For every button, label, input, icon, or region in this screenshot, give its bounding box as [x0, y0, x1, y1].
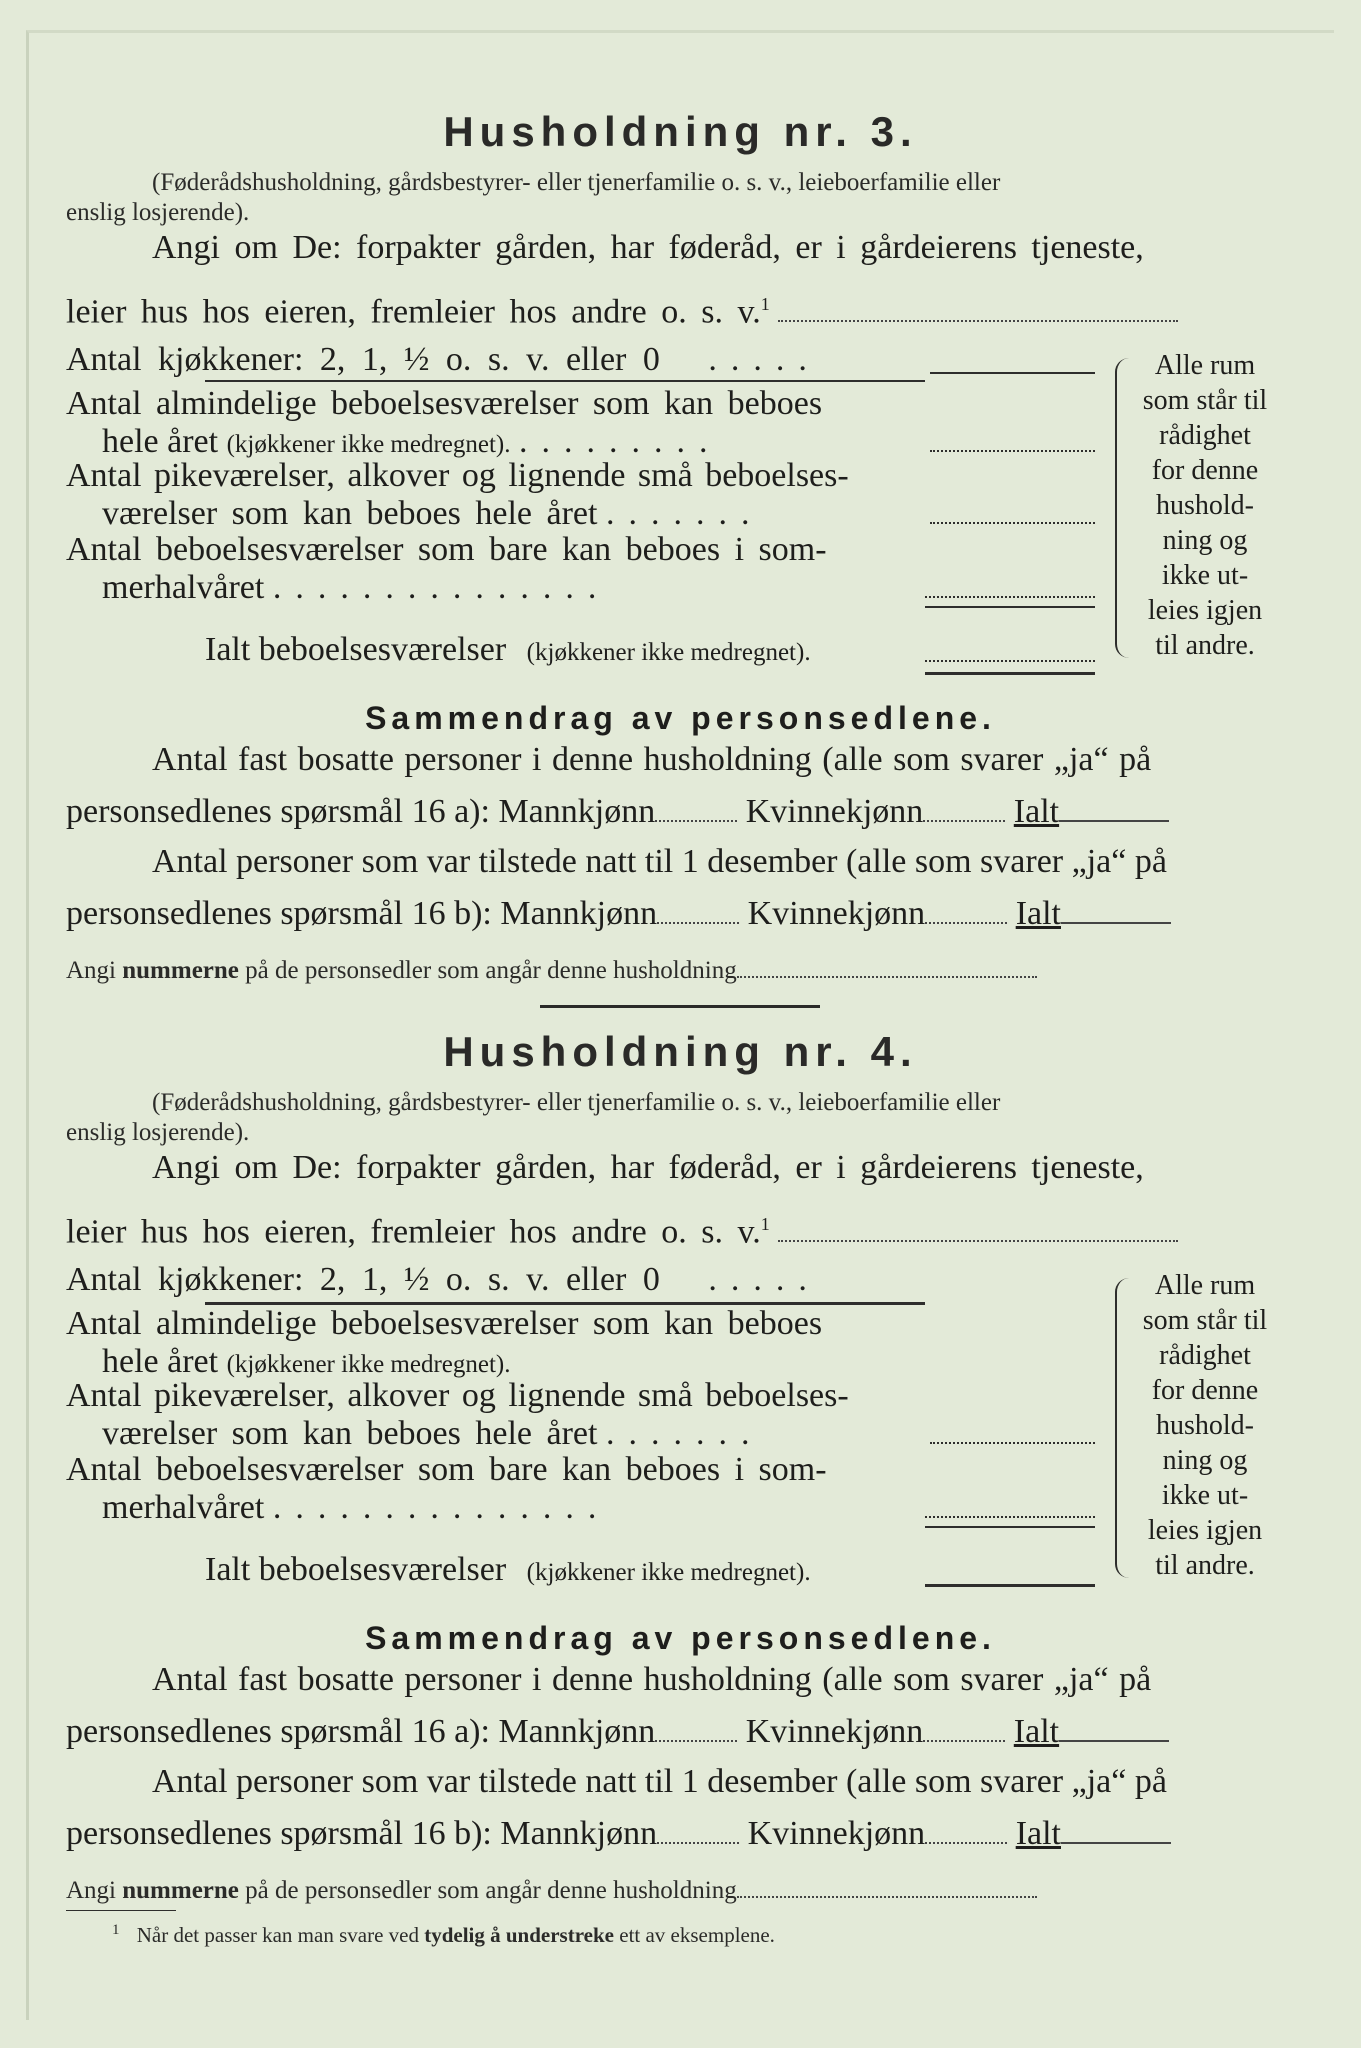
present-total-label: Ialt: [1015, 1815, 1061, 1852]
summer-rooms-answer-line[interactable]: [925, 1516, 1095, 1518]
resident-total-field[interactable]: [1059, 1740, 1169, 1742]
maid-rooms-answer-line[interactable]: [930, 1442, 1095, 1444]
footnote-rule: [66, 1910, 176, 1911]
answer-line[interactable]: [778, 1240, 1178, 1242]
ordinary-rooms-line1: Antal almindelige beboelsesværelser som kan beboes: [66, 1305, 823, 1342]
maid-rooms-line1: Antal pikeværelser, alkover og lignende små beboelses-: [66, 457, 849, 494]
summer-rooms-line2: [102, 1488, 610, 1528]
maid-rooms-label: værelser som kan beboes hele året: [102, 1415, 598, 1452]
ordinary-rooms-answer-line[interactable]: [930, 450, 1095, 452]
present-female-label: Kvinnekjønn: [747, 1815, 926, 1852]
total-rooms-line: [205, 1550, 811, 1593]
footnote-prefix: Når det passer kan man svare ved: [136, 1923, 419, 1947]
maid-rooms-line2: [102, 494, 763, 534]
resident-male-label: personsedlenes spørsmål 16 a): Mannkjønn: [66, 1713, 656, 1750]
household-intro-line2: enslig losjerende).: [66, 1119, 250, 1146]
side-note: [1135, 1268, 1275, 1583]
summer-rooms-line2: [102, 568, 610, 608]
numbers-prefix: Angi: [66, 1877, 116, 1904]
side-brace: [1115, 358, 1131, 658]
summer-rooms-sum-line: [925, 606, 1095, 608]
resident-total-label: Ialt: [1013, 1713, 1060, 1750]
resident-female-label: Kvinnekjønn: [745, 1713, 924, 1750]
angi-line2: leier hus hos eieren, fremleier hos andre o. s. v.: [66, 1213, 761, 1251]
present-female-label: Kvinnekjønn: [747, 895, 926, 932]
resident-line1: Antal fast bosatte personer i denne husholdning (alle som svarer „ja“ på: [152, 741, 1152, 778]
side-note-line: for denne: [1151, 1375, 1259, 1406]
footnote-marker: 1: [112, 1922, 120, 1938]
numbers-field[interactable]: [737, 1896, 1037, 1898]
dot-leader: .....: [708, 341, 821, 378]
resident-total-label: Ialt: [1013, 793, 1060, 830]
side-note-line: Alle rum: [1154, 350, 1256, 381]
side-note-line: rådighet: [1159, 1340, 1251, 1371]
numbers-rest: på de personsedler som angår denne husholdning: [245, 1877, 737, 1904]
dot-leader: .......: [605, 1415, 764, 1452]
total-rooms-answer-line[interactable]: [925, 660, 1095, 662]
household-intro-line1: (Føderådshusholdning, gårdsbestyrer- eller tjenerfamilie o. s. v., leieboerfamilie eller: [152, 1089, 1001, 1116]
side-note-line: leies igjen: [1147, 1515, 1263, 1546]
dot-leader: .....: [708, 1261, 821, 1298]
dot-leader: ...............: [272, 1489, 611, 1526]
numbers-prefix: Angi: [66, 957, 116, 984]
ordinary-rooms-line1: Antal almindelige beboelsesværelser som kan beboes: [66, 385, 823, 422]
side-note-line: til andre.: [1155, 630, 1255, 661]
side-note-line: hushold-: [1156, 490, 1254, 521]
angi-line1: Angi om De: forpakter gården, har føderåd, er i gårdeierens tjeneste,: [152, 1149, 1144, 1186]
footnote-bold: tydelig å understreke: [424, 1923, 614, 1947]
side-note-line: ikke ut-: [1161, 560, 1249, 591]
present-line2: [66, 1814, 1171, 1854]
summary-title: Sammendrag av personsedlene.: [365, 1620, 996, 1656]
ordinary-rooms-label: hele året: [102, 423, 219, 460]
total-rooms-label: Ialt beboelsesværelser: [205, 1551, 507, 1588]
summer-rooms-line1: Antal beboelsesværelser som bare kan beboes i som-: [66, 1451, 827, 1488]
summer-rooms-label: merhalvåret: [102, 1489, 265, 1526]
present-male-field[interactable]: [657, 922, 739, 924]
answer-line[interactable]: [778, 320, 1178, 322]
maid-rooms-label: værelser som kan beboes hele året: [102, 495, 598, 532]
ordinary-rooms-note: (kjøkkener ikke medregnet).: [226, 1351, 511, 1378]
kitchens-line: [66, 1260, 821, 1300]
present-line1: Antal personer som var tilstede natt til 1 desember (alle som svarer „ja“ på: [152, 843, 1167, 880]
resident-male-field[interactable]: [655, 1740, 737, 1742]
total-rooms-double-line: [925, 672, 1095, 675]
present-male-label: personsedlenes spørsmål 16 b): Mannkjønn: [66, 1815, 658, 1852]
present-female-field[interactable]: [925, 922, 1007, 924]
household-title: Husholdning nr. 4.: [443, 1028, 918, 1075]
angi-line2-wrap: [66, 1204, 1178, 1252]
angi-line2: leier hus hos eieren, fremleier hos andre o. s. v.: [66, 293, 761, 331]
present-male-field[interactable]: [657, 1842, 739, 1844]
household-intro-line2: enslig losjerende).: [66, 199, 250, 226]
present-female-field[interactable]: [925, 1842, 1007, 1844]
resident-female-label: Kvinnekjønn: [745, 793, 924, 830]
footnote-ref: 1: [760, 1214, 770, 1234]
total-rooms-note: (kjøkkener ikke medregnet).: [526, 1559, 811, 1586]
resident-line2: [66, 792, 1169, 832]
total-rooms-line: [205, 630, 811, 673]
dot-leader: .........: [519, 423, 722, 460]
summer-rooms-sum-line: [925, 1526, 1095, 1528]
kitchens-label: Antal kjøkkener: 2, 1, ½ o. s. v. eller 0: [66, 341, 660, 378]
resident-male-label: personsedlenes spørsmål 16 a): Mannkjønn: [66, 793, 656, 830]
kitchens-underline: [205, 380, 925, 382]
total-rooms-label: Ialt beboelsesværelser: [205, 631, 507, 668]
section-separator: [540, 1005, 820, 1008]
dot-leader: ...............: [272, 569, 611, 606]
present-total-field[interactable]: [1061, 1842, 1171, 1844]
total-rooms-note: (kjøkkener ikke medregnet).: [526, 639, 811, 666]
total-rooms-answer-line[interactable]: [925, 1584, 1095, 1587]
ordinary-rooms-note: (kjøkkener ikke medregnet).: [226, 431, 511, 458]
summary-title: Sammendrag av personsedlene.: [365, 700, 996, 736]
side-note: [1135, 348, 1275, 663]
present-line1: Antal personer som var tilstede natt til 1 desember (alle som svarer „ja“ på: [152, 1763, 1167, 1800]
maid-rooms-line2: [102, 1414, 763, 1454]
resident-total-field[interactable]: [1059, 820, 1169, 822]
footnote-ref: 1: [760, 294, 770, 314]
side-note-line: ning og: [1162, 1445, 1248, 1476]
side-note-line: leies igjen: [1147, 595, 1263, 626]
side-note-line: for denne: [1151, 455, 1259, 486]
numbers-line: [66, 956, 1037, 986]
resident-female-field[interactable]: [923, 820, 1005, 822]
side-note-line: til andre.: [1155, 1550, 1255, 1581]
resident-line2: [66, 1712, 1169, 1752]
side-note-line: som står til: [1142, 1305, 1268, 1336]
summer-rooms-line1: Antal beboelsesværelser som bare kan beboes i som-: [66, 531, 827, 568]
maid-rooms-answer-line[interactable]: [930, 522, 1095, 524]
numbers-field[interactable]: [737, 976, 1037, 978]
present-total-field[interactable]: [1061, 922, 1171, 924]
numbers-rest: på de personsedler som angår denne husholdning: [245, 957, 737, 984]
side-note-line: som står til: [1142, 385, 1268, 416]
side-note-line: rådighet: [1159, 420, 1251, 451]
numbers-line: [66, 1876, 1037, 1906]
numbers-bold: nummerne: [122, 957, 239, 984]
household-intro-line1: (Føderådshusholdning, gårdsbestyrer- eller tjenerfamilie o. s. v., leieboerfamilie eller: [152, 169, 1001, 196]
resident-line1: Antal fast bosatte personer i denne husholdning (alle som svarer „ja“ på: [152, 1661, 1152, 1698]
side-note-line: ikke ut-: [1161, 1480, 1249, 1511]
ordinary-rooms-label: hele året: [102, 1343, 219, 1380]
numbers-bold: nummerne: [122, 1877, 239, 1904]
maid-rooms-line1: Antal pikeværelser, alkover og lignende små beboelses-: [66, 1377, 849, 1414]
kitchens-line: [66, 340, 821, 380]
angi-line1: Angi om De: forpakter gården, har føderåd, er i gårdeierens tjeneste,: [152, 229, 1144, 266]
summer-rooms-answer-line[interactable]: [925, 596, 1095, 598]
kitchens-label: Antal kjøkkener: 2, 1, ½ o. s. v. eller 0: [66, 1261, 660, 1298]
side-brace: [1115, 1278, 1131, 1578]
side-note-line: Alle rum: [1154, 1270, 1256, 1301]
angi-line2-wrap: [66, 284, 1178, 332]
resident-female-field[interactable]: [923, 1740, 1005, 1742]
present-line2: [66, 894, 1171, 934]
footnote-suffix: ett av eksemplene.: [619, 1923, 775, 1947]
side-note-line: hushold-: [1156, 1410, 1254, 1441]
dot-leader: .......: [605, 495, 764, 532]
resident-male-field[interactable]: [655, 820, 737, 822]
household-title: Husholdning nr. 3.: [443, 108, 918, 155]
summer-rooms-label: merhalvåret: [102, 569, 265, 606]
present-total-label: Ialt: [1015, 895, 1061, 932]
present-male-label: personsedlenes spørsmål 16 b): Mannkjønn: [66, 895, 658, 932]
footnote: [112, 1922, 775, 1948]
kitchens-answer-line[interactable]: [930, 372, 1095, 374]
side-note-line: ning og: [1162, 525, 1248, 556]
